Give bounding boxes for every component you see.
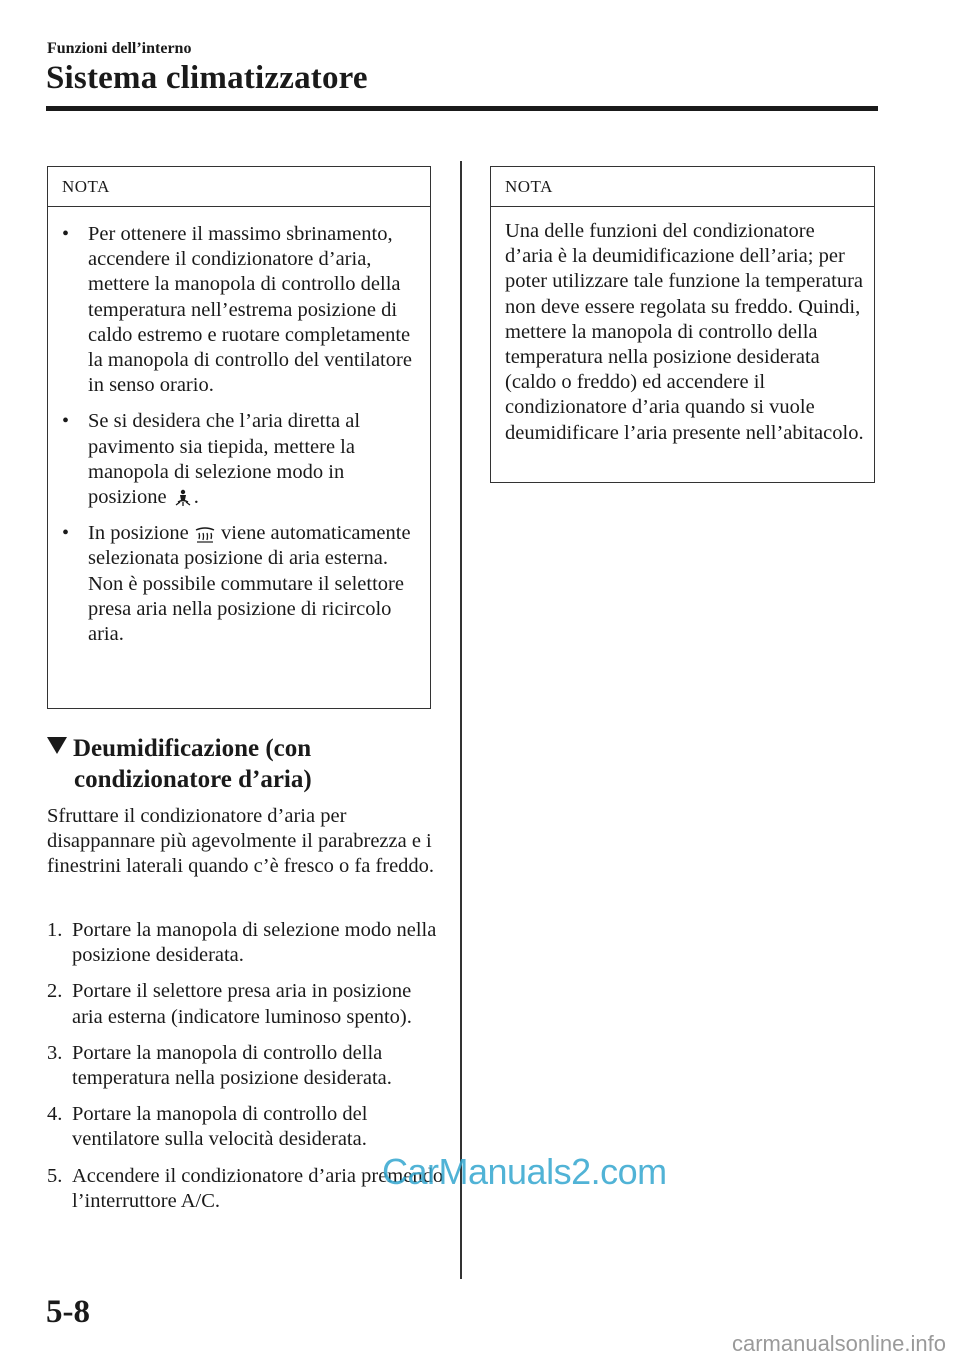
note-bullet-text: .	[193, 486, 199, 509]
step-text: Portare la manopola di selezione modo nella posizione desiderata.	[72, 919, 437, 967]
note-bullet	[62, 222, 422, 398]
note-box-left	[47, 166, 431, 709]
floor-defrost-mode-icon	[172, 489, 194, 507]
note-body	[48, 207, 430, 647]
note-bullet-text: In posizione	[88, 522, 189, 545]
step-number: 1.	[47, 919, 63, 941]
step-number: 4.	[47, 1103, 63, 1126]
step-item	[47, 918, 447, 968]
watermark-url: carmanualsonline.info	[731, 1331, 946, 1356]
step-text: Portare la manopola di controllo del ventilatore sulla velocità desiderata.	[72, 1103, 368, 1151]
bullet-dot: •	[62, 522, 70, 545]
triangle-marker-icon	[47, 737, 67, 754]
note-box-right	[490, 166, 875, 483]
step-item	[47, 1102, 447, 1152]
column-divider	[460, 161, 462, 1279]
note-label: NOTA	[48, 167, 430, 207]
page-title: Sistema climatizzatore	[46, 60, 368, 96]
section-heading	[47, 733, 447, 795]
bullet-dot: •	[62, 410, 70, 433]
section-intro: Sfruttare il condizionatore d’aria per disappannare più agevolmente il parabrezza e i finestrini laterali quando c’è fresco o fa freddo.	[47, 805, 435, 878]
step-text: Portare il selettore presa aria in posizione aria esterna (indicatore luminoso spento).	[72, 980, 412, 1028]
note-bullet-text: Se si desidera che l’aria diretta al pavimento sia tiepida, mettere la manopola di selezione modo in posizione	[88, 410, 361, 509]
step-text: Accendere il condizionatore d’aria premendo l’interruttore A/C.	[72, 1164, 444, 1212]
section-heading-line1: Deumidificazione (con	[73, 735, 312, 762]
title-rule	[46, 106, 878, 111]
step-number: 2.	[47, 980, 63, 1003]
step-number: 3.	[47, 1041, 63, 1064]
step-item	[47, 1041, 447, 1091]
note-bullet-text: Per ottenere il massimo sbrinamento, accendere il condizionatore d’aria, mettere la manopola di controllo della temperatura nell’estrema posizione di caldo estremo e ruotare completamente la manopola di controllo del ventilatore in senso orario.	[88, 223, 412, 397]
note-bullet	[62, 409, 422, 510]
page-number: 5-8	[46, 1294, 90, 1330]
note-bullet-text: viene automaticamente selezionata posizione di aria esterna. Non è possibile commutare il selettore presa aria nella posizione di ricircolo aria.	[88, 522, 411, 646]
step-item	[47, 979, 447, 1029]
section-label: Funzioni dell’interno	[47, 40, 192, 57]
note-label: NOTA	[491, 167, 874, 207]
note-body: Una delle funzioni del condizionatore d’aria è la deumidificazione dell’aria; per poter utilizzare tale funzione la temperatura non deve essere regolata su freddo. Quindi, mettere la manopola di controllo della temperatura nella posizione desiderata (caldo o freddo) ed accendere il condizionatore d’aria quando si vuole deumidificare l’aria presente nell’abitacolo.	[505, 220, 864, 444]
watermark-logo: CarManuals2.com	[382, 1151, 667, 1192]
step-text: Portare la manopola di controllo della temperatura nella posizione desiderata.	[72, 1041, 392, 1090]
note-bullet	[62, 521, 422, 647]
windshield-defrost-icon	[194, 526, 216, 544]
step-number: 5.	[47, 1164, 63, 1187]
bullet-dot: •	[62, 223, 70, 245]
section-heading-line2: condizionatore d’aria)	[74, 766, 312, 793]
